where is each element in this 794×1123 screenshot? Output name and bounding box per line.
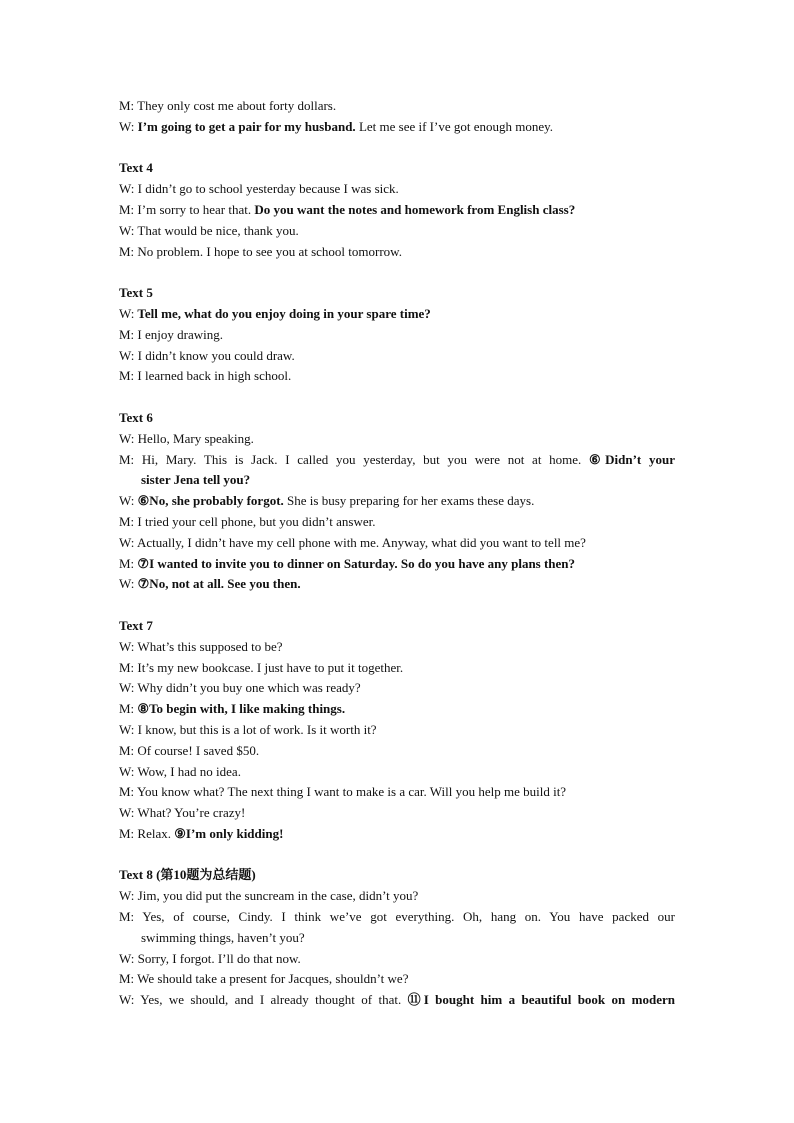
- utterance: No problem. I hope to see you at school tomorrow.: [134, 243, 402, 259]
- dialogue-line: [119, 658, 675, 679]
- utterance: I’m sorry to hear that.: [134, 201, 255, 217]
- speaker: M:: [119, 368, 135, 384]
- utterance: Of course! I saved $50.: [134, 742, 260, 758]
- dialogue-line: [119, 762, 675, 783]
- dialogue-line: [119, 824, 675, 845]
- dialogue-line: [119, 554, 675, 575]
- dialogue-line: [119, 429, 675, 450]
- utterance: swimming things, haven’t you?: [141, 929, 305, 945]
- dialogue-line: [119, 969, 675, 990]
- utterance: Jim, you did put the suncream in the case, didn’t you?: [134, 888, 419, 904]
- utterance: I learned back in high school.: [134, 368, 292, 384]
- key-sentence: I’m going to get a pair for my husband.: [137, 118, 356, 134]
- dialogue-line: [119, 96, 675, 117]
- speaker: W:: [119, 181, 135, 197]
- speaker: M:: [119, 784, 135, 800]
- speaker: M:: [119, 825, 135, 841]
- key-sentence: Do you want the notes and homework from English class?: [254, 201, 576, 217]
- speaker: W:: [119, 680, 135, 696]
- dialogue-line: [119, 179, 675, 200]
- speaker: W:: [119, 576, 135, 592]
- dialogue-line: [119, 242, 675, 263]
- utterance: You know what? The next thing I want to make is a car. Will you help me build it?: [134, 784, 567, 800]
- dialogue-line: [119, 491, 675, 512]
- section-heading: Text 7: [119, 617, 153, 633]
- dialogue-line: [119, 450, 675, 471]
- dialogue-line: [119, 512, 675, 533]
- dialogue-line: [119, 366, 675, 387]
- key-sentence: ⑨I’m only kidding!: [174, 825, 284, 841]
- dialogue-line: [119, 221, 675, 242]
- utterance: Why didn’t you buy one which was ready?: [134, 680, 361, 696]
- speaker: W:: [119, 805, 135, 821]
- speaker: W:: [119, 992, 135, 1008]
- dialogue-line: [119, 678, 675, 699]
- dialogue-line: [119, 637, 675, 658]
- utterance: Yes, of course, Cindy. I think we’ve got everything. Oh, hang on. You have packed our: [134, 909, 675, 925]
- key-sentence: ⑥No, she probably forgot.: [134, 493, 284, 509]
- speaker: W:: [119, 721, 135, 737]
- dialogue-line-continued: [119, 470, 675, 491]
- utterance: Wow, I had no idea.: [134, 763, 241, 779]
- speaker: W:: [119, 222, 135, 238]
- key-sentence: ⑥Didn’t your: [589, 451, 675, 467]
- speaker: M:: [119, 201, 135, 217]
- utterance: Relax.: [134, 825, 175, 841]
- dialogue-line: [119, 907, 675, 928]
- utterance: I tried your cell phone, but you didn’t answer.: [134, 513, 376, 529]
- speaker: W:: [119, 638, 135, 654]
- dialogue-line: [119, 325, 675, 346]
- utterance: That would be nice, thank you.: [134, 222, 299, 238]
- utterance: She is busy preparing for her exams these days.: [283, 493, 535, 509]
- dialogue-line: [119, 699, 675, 720]
- utterance: Actually, I didn’t have my cell phone with me. Anyway, what did you want to tell me?: [134, 534, 586, 550]
- utterance: I didn’t know you could draw.: [134, 347, 295, 363]
- dialogue-line: [119, 886, 675, 907]
- dialogue-line: [119, 741, 675, 762]
- speaker: M:: [119, 909, 135, 925]
- section-heading: Text 5: [119, 285, 153, 301]
- speaker: M:: [119, 971, 135, 987]
- dialogue-line: [119, 574, 675, 595]
- dialogue-line: [119, 200, 675, 221]
- key-sentence: Tell me, what do you enjoy doing in your spare time?: [134, 305, 431, 321]
- section-heading: Text 4: [119, 160, 153, 176]
- utterance: We should take a present for Jacques, shouldn’t we?: [134, 971, 409, 987]
- speaker: W:: [119, 347, 135, 363]
- utterance: Hi, Mary. This is Jack. I called you yesterday, but you were not at home.: [134, 451, 590, 467]
- dialogue-line: [119, 803, 675, 824]
- utterance: What’s this supposed to be?: [134, 638, 283, 654]
- key-sentence: sister Jena tell you?: [141, 472, 251, 488]
- speaker: W:: [119, 305, 135, 321]
- utterance: Hello, Mary speaking.: [134, 430, 254, 446]
- speaker: W:: [119, 493, 135, 509]
- speaker: M:: [119, 451, 135, 467]
- transcript: [119, 96, 675, 1011]
- section-heading: Text 8 (第10题为总结题): [119, 867, 256, 883]
- key-sentence: ⑦I wanted to invite you to dinner on Saturday. So do you have any plans then?: [134, 555, 576, 571]
- utterance: Sorry, I forgot. I’ll do that now.: [134, 950, 301, 966]
- key-sentence: ⑪I bought him a beautiful book on modern: [407, 992, 675, 1008]
- dialogue-line: [119, 533, 675, 554]
- speaker: M:: [119, 742, 135, 758]
- dialogue-line: [119, 117, 675, 138]
- speaker: W:: [119, 118, 135, 134]
- key-sentence: ⑧To begin with, I like making things.: [134, 701, 346, 717]
- speaker: W:: [119, 430, 135, 446]
- speaker: M:: [119, 659, 135, 675]
- utterance: Yes, we should, and I already thought of that.: [134, 992, 408, 1008]
- dialogue-line: [119, 304, 675, 325]
- speaker: W:: [119, 763, 135, 779]
- dialogue-line: [119, 782, 675, 803]
- utterance: I know, but this is a lot of work. Is it worth it?: [134, 721, 377, 737]
- utterance: What? You’re crazy!: [134, 805, 246, 821]
- speaker: W:: [119, 534, 135, 550]
- dialogue-line: [119, 720, 675, 741]
- dialogue-line-continued: [119, 928, 675, 949]
- section-heading: Text 6: [119, 409, 153, 425]
- speaker: M:: [119, 326, 135, 342]
- utterance: It’s my new bookcase. I just have to put it together.: [134, 659, 404, 675]
- speaker: W:: [119, 888, 135, 904]
- utterance: I didn’t go to school yesterday because I was sick.: [134, 181, 399, 197]
- speaker: M:: [119, 243, 135, 259]
- key-sentence: ⑦No, not at all. See you then.: [134, 576, 301, 592]
- speaker: M:: [119, 701, 135, 717]
- dialogue-line: [119, 990, 675, 1011]
- speaker: W:: [119, 950, 135, 966]
- speaker: M:: [119, 555, 135, 571]
- speaker: M:: [119, 513, 135, 529]
- dialogue-line: [119, 346, 675, 367]
- speaker: M:: [119, 98, 135, 113]
- utterance: Let me see if I’ve got enough money.: [355, 118, 554, 134]
- utterance: They only cost me about forty dollars.: [134, 98, 337, 113]
- dialogue-line: [119, 949, 675, 970]
- utterance: I enjoy drawing.: [134, 326, 223, 342]
